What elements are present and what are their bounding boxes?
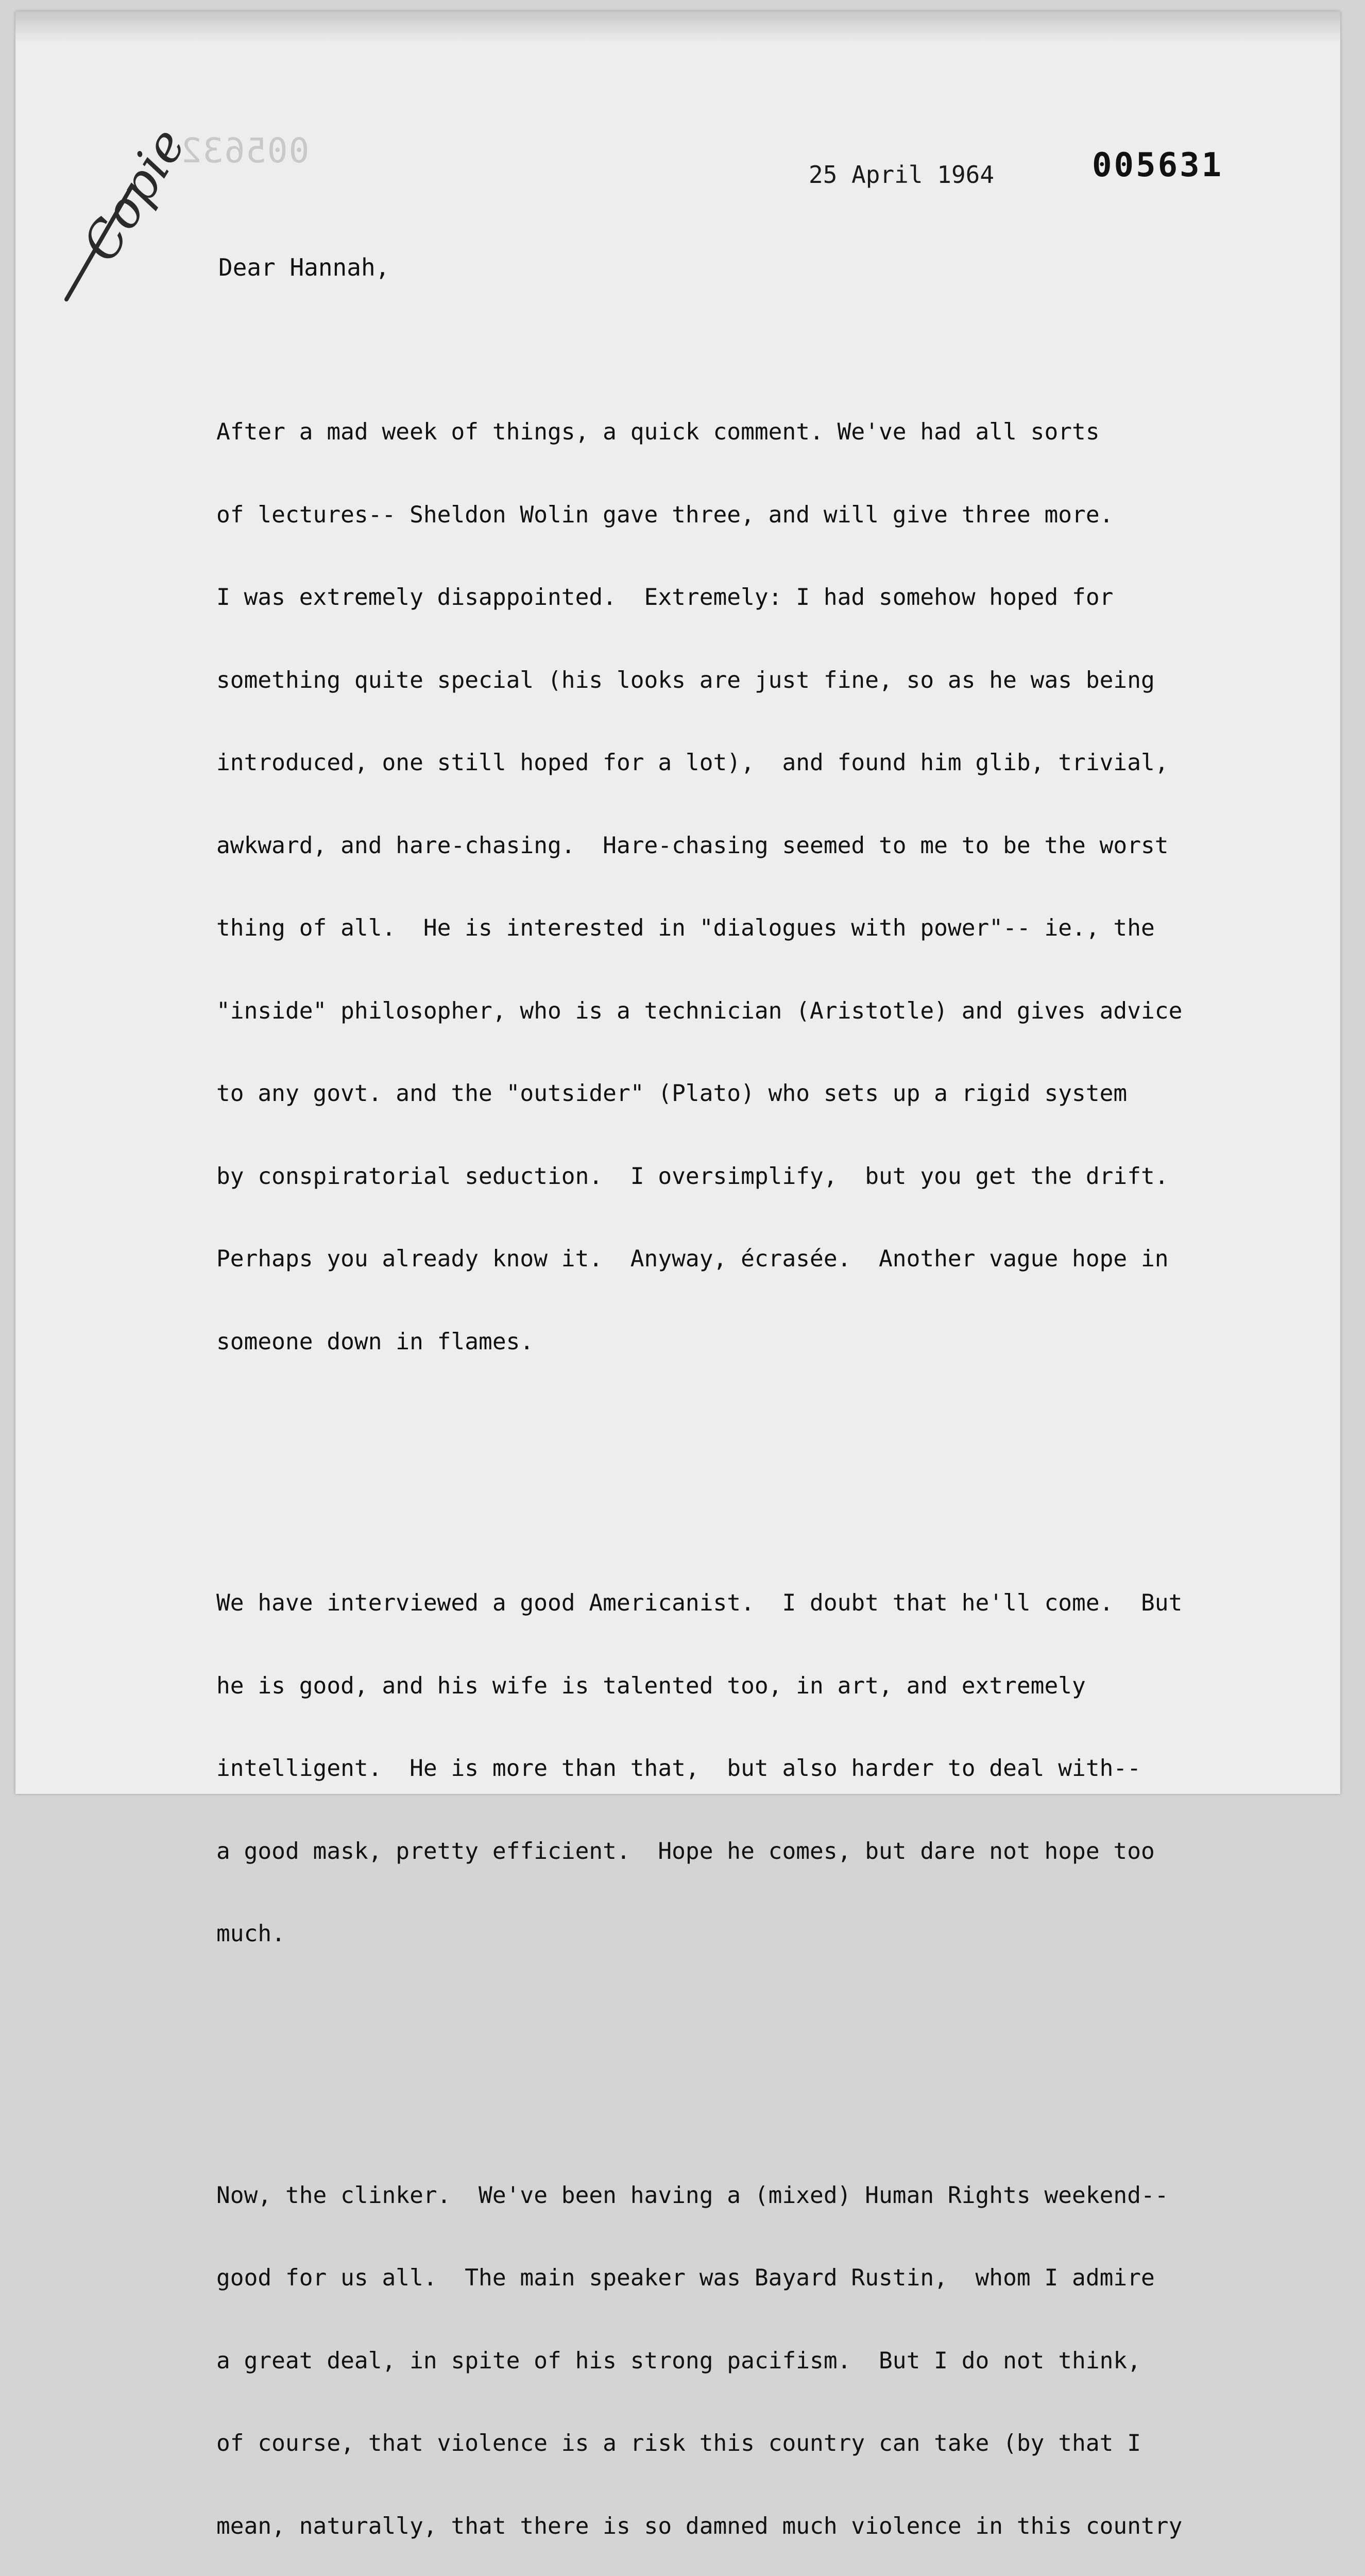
text-line: mean, naturally, that there is so damned much violence in this country bbox=[216, 2513, 1365, 2540]
paragraph-2 bbox=[216, 1534, 1365, 2003]
text-line: he is good, and his wife is talented too, in art, and extremely bbox=[216, 1672, 1365, 1700]
text-line: "inside" philosopher, who is a technician (Aristotle) and gives advice bbox=[216, 997, 1365, 1025]
text-line: intelligent. He is more than that, but also harder to deal with-- bbox=[216, 1755, 1365, 1783]
text-line: good for us all. The main speaker was Bayard Rustin, whom I admire bbox=[216, 2264, 1365, 2292]
text-line: After a mad week of things, a quick comment. We've had all sorts bbox=[216, 418, 1365, 446]
paragraph-3 bbox=[216, 2127, 1365, 2576]
text-line: something quite special (his looks are just fine, so as he was being bbox=[216, 667, 1365, 694]
text-line: Now, the clinker. We've been having a (mixed) Human Rights weekend-- bbox=[216, 2182, 1365, 2210]
text-line: thing of all. He is interested in "dialogues with power"-- ie., the bbox=[216, 914, 1365, 942]
text-line: by conspiratorial seduction. I oversimplify, but you get the drift. bbox=[216, 1163, 1365, 1191]
text-line: Perhaps you already know it. Anyway, écrasée. Another vague hope in bbox=[216, 1245, 1365, 1273]
text-line: a great deal, in spite of his strong pacifism. But I do not think, bbox=[216, 2347, 1365, 2375]
letter-page bbox=[15, 11, 1340, 1794]
paragraph-gap bbox=[216, 2058, 1365, 2072]
text-line: someone down in flames. bbox=[216, 1328, 1365, 1356]
paragraph-1 bbox=[216, 363, 1365, 1411]
text-line: introduced, one still hoped for a lot), and found him glib, trivial, bbox=[216, 749, 1365, 777]
paragraph-gap bbox=[216, 1466, 1365, 1479]
letter-date: 25 April 1964 bbox=[809, 161, 994, 189]
page-top-shadow bbox=[15, 11, 1340, 42]
text-line: awkward, and hare-chasing. Hare-chasing seemed to me to be the worst bbox=[216, 832, 1365, 860]
text-line: a good mask, pretty efficient. Hope he comes, but dare not hope too bbox=[216, 1838, 1365, 1866]
text-line: of lectures-- Sheldon Wolin gave three, and will give three more. bbox=[216, 501, 1365, 529]
text-line: to any govt. and the "outsider" (Plato) who sets up a rigid system bbox=[216, 1080, 1365, 1108]
text-line: I was extremely disappointed. Extremely: I had somehow hoped for bbox=[216, 584, 1365, 612]
bleed-through-number: 005632 bbox=[180, 131, 309, 171]
text-line: We have interviewed a good Americanist. I doubt that he'll come. But bbox=[216, 1589, 1365, 1617]
letter-body bbox=[216, 308, 1365, 2576]
document-number: 005631 bbox=[1092, 146, 1223, 184]
handwritten-note: Copie bbox=[71, 118, 196, 272]
text-line: much. bbox=[216, 1920, 1365, 1948]
text-line: of course, that violence is a risk this country can take (by that I bbox=[216, 2430, 1365, 2458]
salutation: Dear Hannah, bbox=[218, 253, 389, 281]
